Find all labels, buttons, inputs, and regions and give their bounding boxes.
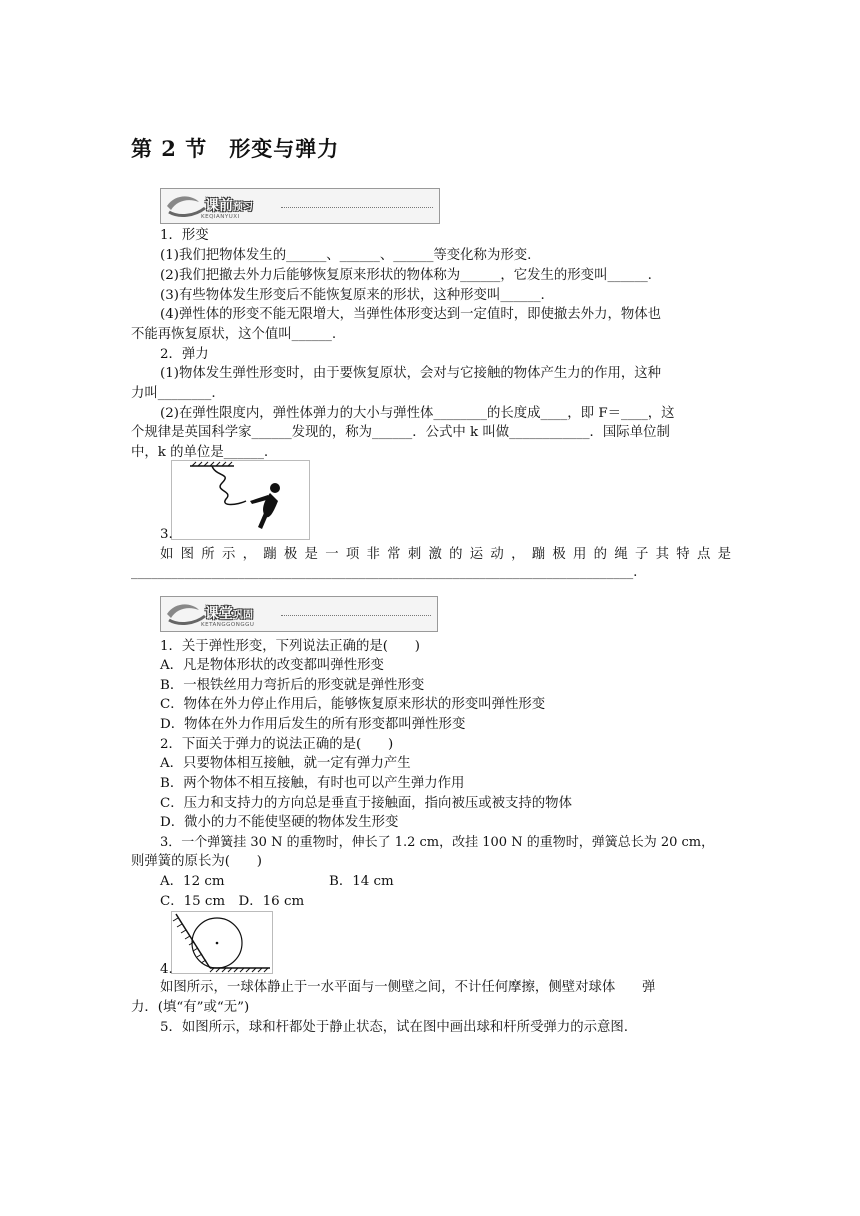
q3-stem-b: 则弹簧的原长为( ) [131, 854, 262, 869]
q5-stem: 5．如图所示，球和杆都处于静止状态，试在图中画出球和杆所受弹力的示意图. [160, 1020, 629, 1035]
q3-option-a: A．12 cm [160, 874, 225, 889]
q3-stem-a: 3．一个弹簧挂 30 N 的重物时，伸长了 1.2 cm，改挂 100 N 的重物时，弹簧总长为 20 cm， [160, 835, 715, 850]
q1-option-d: D．物体在外力作用后发生的所有形变都叫弹性形变 [160, 717, 466, 732]
preview-s2-1a: (1)物体发生弹性形变时，由于要恢复原状，会对与它接触的物体产生力的作用，这种 [160, 366, 662, 381]
q4-num: 4. [160, 962, 173, 977]
q2-option-b: B．两个物体不相互接触，有时也可以产生弹力作用 [160, 776, 465, 791]
section-banner-preview [160, 188, 440, 224]
preview-s2-2c: 中，k 的单位是______. [131, 445, 269, 460]
banner-label: 课前预习 [205, 198, 253, 214]
preview-s3-text: 如 图 所 示 ， 蹦 极 是 一 项 非 常 刺 激 的 运 动 ， 蹦 极 用 的 绳 子 其 特 点 是 [160, 547, 731, 562]
banner-divider [281, 207, 433, 208]
preview-s1-4a: (4)弹性体的形变不能无限增大，当弹性体形变达到一定值时，即使撤去外力，物体也 [160, 307, 662, 322]
banner-label: 课堂巩固 [205, 606, 253, 622]
q4-stem-a: 如图所示，一球体静止于一水平面与一侧壁之间，不计任何摩擦，侧壁对球体 弹 [160, 980, 656, 995]
q1-option-b: B．一根铁丝用力弯折后的形变就是弹性形变 [160, 678, 425, 693]
preview-s2-head: 2．弹力 [160, 347, 209, 362]
preview-s1-1: (1)我们把物体发生的______、______、______等变化称为形变. [160, 248, 532, 263]
q2-stem: 2．下面关于弹力的说法正确的是( ) [160, 737, 394, 752]
q2-option-d: D．微小的力不能使坚硬的物体发生形变 [160, 815, 399, 830]
q2-option-a: A．只要物体相互接触，就一定有弹力产生 [160, 756, 411, 771]
q1-option-c: C．物体在外力停止作用后，能够恢复原来形状的形变叫弹性形变 [160, 697, 546, 712]
banner-sublabel: KEQIANYUXI [201, 214, 240, 220]
banner-sublabel: KETANGGONGGU [201, 622, 255, 628]
q3-option-b: B．14 cm [329, 874, 394, 889]
preview-s2-1b: 力叫________. [131, 386, 216, 401]
preview-s1-3: (3)有些物体发生形变后不能恢复原来的形状，这种形变叫______. [160, 288, 545, 303]
preview-s3-num: 3. [160, 527, 173, 542]
page-title: 第 2 节 形变与弹力 [131, 136, 340, 161]
preview-s1-2: (2)我们把撤去外力后能够恢复原来形状的物体称为______，它发生的形变叫______. [160, 268, 652, 283]
preview-s2-2a: (2)在弹性限度内，弹性体弹力的大小与弹性体________的长度成____，即 F＝____，这 [160, 406, 675, 421]
banner-divider [281, 615, 431, 616]
preview-s1-4b: 不能再恢复原状，这个值叫______. [131, 327, 337, 342]
section-banner-consolidate [160, 596, 438, 632]
preview-s3-blank: ___________________________________________________________________________. [131, 565, 638, 580]
q1-option-a: A．凡是物体形状的改变都叫弹性形变 [160, 658, 384, 673]
preview-s2-2b: 个规律是英国科学家______发现的，称为______．公式中 k 叫做____________．国际单位制 [131, 425, 670, 440]
preview-s1-head: 1．形变 [160, 228, 209, 243]
q2-option-c: C．压力和支持力的方向总是垂直于接触面，指向被压或被支持的物体 [160, 796, 572, 811]
q1-stem: 1．关于弹性形变，下列说法正确的是( ) [160, 639, 420, 654]
q4-stem-b: 力．(填“有”或“无”) [131, 1000, 250, 1015]
q3-option-cd: C．15 cm D．16 cm [160, 894, 305, 909]
